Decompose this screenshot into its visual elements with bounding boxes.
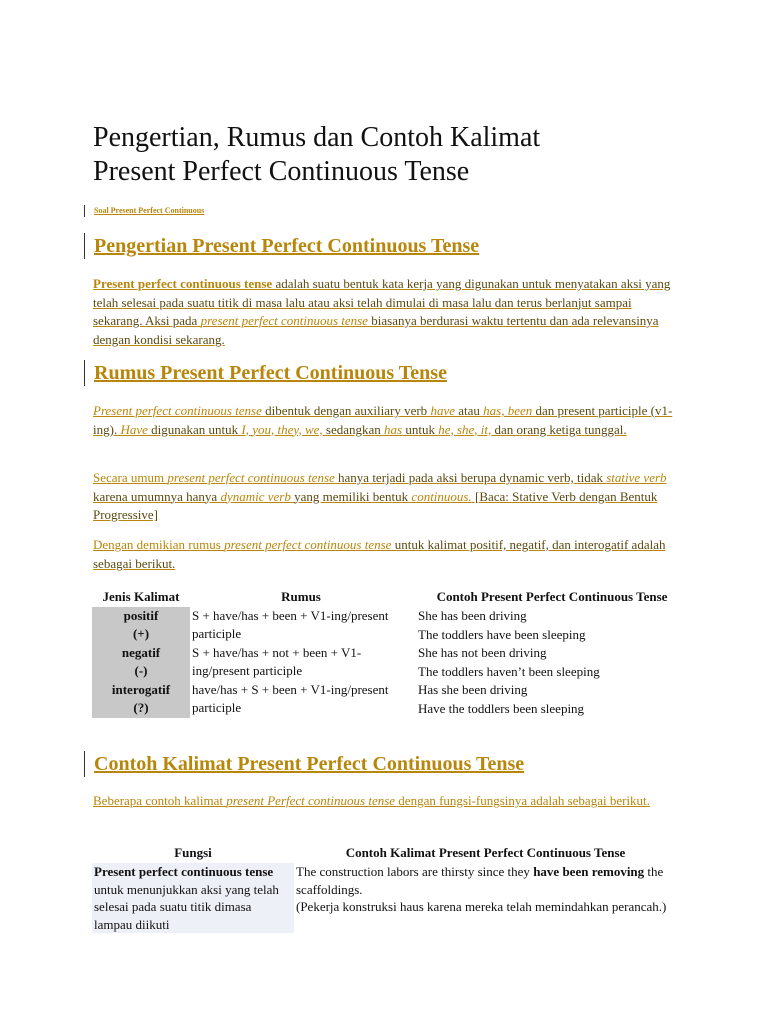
rumus-table — [92, 587, 672, 718]
section-heading-contoh[interactable] — [84, 751, 524, 777]
type-label: positif — [123, 608, 159, 623]
type-sign: (?) — [133, 700, 149, 715]
table-row — [92, 863, 677, 933]
header-fungsi: Fungsi — [174, 845, 212, 860]
example-text: the scaffoldings. — [296, 864, 664, 897]
paragraph-contoh — [93, 792, 683, 811]
contoh-table — [92, 845, 677, 933]
example-cell — [412, 607, 672, 644]
term-italic: Present perfect continuous tense — [93, 403, 262, 418]
type-label: negatif — [121, 645, 161, 660]
text-part: karena umumnya hanya — [93, 488, 221, 504]
text-part: Beberapa contoh kalimat — [93, 793, 227, 808]
heading-rumus: Rumus Present Perfect Continuous Tense — [94, 362, 447, 384]
term-italic: present perfect continuous tense — [200, 313, 368, 328]
function-cell — [92, 863, 294, 933]
term-italic: present perfect continuous tense — [224, 537, 392, 552]
text-part: digunakan untuk — [147, 421, 242, 437]
paragraph-rumus-2 — [93, 469, 683, 525]
header-jenis: Jenis Kalimat — [102, 589, 180, 604]
example-line: The toddlers have been sleeping — [418, 626, 586, 642]
term-italic: continuous. — [411, 488, 472, 504]
example-cell — [294, 863, 677, 933]
paragraph-pengertian — [93, 275, 683, 349]
table-header-row — [92, 587, 672, 607]
paragraph-rumus-1 — [93, 402, 683, 439]
text-part: Dengan demikian rumus — [93, 537, 225, 552]
type-cell — [92, 607, 190, 644]
function-term: Present perfect continuous tense — [94, 864, 274, 879]
term-italic: he, she, it, — [438, 421, 492, 437]
example-line: The toddlers haven’t been sleeping — [418, 663, 600, 679]
term-italic: present perfect continuous tense — [167, 470, 335, 485]
title-line-2: Present Perfect Continuous Tense — [93, 156, 470, 187]
term-bold: Present perfect continuous tense — [93, 276, 273, 291]
page-title — [93, 121, 733, 189]
example-line: She has not been driving — [418, 645, 547, 660]
text-part: dibentuk dengan auxiliary verb — [261, 403, 431, 418]
text-part: biasanya berdurasi waktu tertentu dan ada relevansinya dengan kondisi sekarang. — [93, 313, 659, 347]
title-line-1: Pengertian, Rumus dan Contoh Kalimat — [93, 122, 541, 153]
text-part: hanya terjadi pada aksi berupa dynamic verb, tidak — [334, 470, 607, 485]
table-row — [92, 681, 672, 718]
formula-cell: have/has + S + been + V1-ing/present participle — [192, 682, 389, 715]
text-part: dan orang ketiga tunggal. — [491, 421, 627, 437]
table-row — [92, 607, 672, 644]
section-heading-rumus[interactable] — [84, 360, 447, 386]
heading-contoh: Contoh Kalimat Present Perfect Continuous Tense — [94, 753, 525, 775]
example-translation: (Pekerja konstruksi haus karena mereka telah memindahkan perancah.) — [296, 899, 667, 914]
header-rumus: Rumus — [281, 589, 321, 604]
term-italic: have — [430, 403, 455, 418]
text-part: atau — [454, 403, 484, 418]
heading-pengertian: Pengertian Present Perfect Continuous Tense — [94, 235, 480, 257]
term-italic: present Perfect continuous tense — [226, 793, 396, 808]
example-cell — [412, 644, 672, 681]
header-contoh-kalimat: Contoh Kalimat Present Perfect Continuous Tense — [345, 845, 626, 860]
text-part: untuk kalimat positif, negatif, dan interogatif adalah sebagai berikut. — [93, 537, 666, 571]
example-line: Have the toddlers been sleeping — [418, 700, 585, 716]
text-part: sedangkan — [322, 421, 385, 437]
term-italic: has, been — [483, 403, 533, 418]
function-text: untuk menunjukkan aksi yang telah selesai pada suatu titik dimasa lampau diikuti — [94, 881, 279, 932]
text-part: yang memiliki bentuk — [290, 488, 412, 504]
example-line: She has been driving — [418, 608, 527, 623]
example-text: The construction labors are thirsty since they — [296, 864, 534, 879]
term-italic: stative verb — [606, 470, 667, 485]
type-label: interogatif — [111, 682, 171, 697]
section-heading-pengertian[interactable] — [84, 233, 479, 259]
related-link-label: Soal Present Perfect Continuous — [94, 206, 205, 215]
related-link[interactable] — [84, 205, 204, 217]
table-row — [92, 644, 672, 681]
baca-link[interactable]: [Baca: Stative Verb dengan Bentuk Progressive] — [93, 488, 658, 522]
text-part: dengan fungsi-fungsinya adalah sebagai berikut. — [395, 793, 650, 808]
type-cell — [92, 644, 190, 681]
text-part: dan present participle (v1-ing). — [93, 403, 673, 437]
term-italic: I, you, they, we, — [241, 421, 323, 437]
example-cell — [412, 681, 672, 718]
text-part: adalah suatu bentuk kata kerja yang digunakan untuk menyatakan aksi yang telah selesai pada suatu titik di masa lalu atau aksi telah dimulai di masa lalu dan terus berlanjut sampai sekarang. Aksi pada — [93, 276, 671, 328]
example-line: Has she been driving — [418, 682, 528, 697]
text-part: Secara umum — [93, 470, 168, 485]
type-sign: (-) — [134, 663, 148, 678]
table-header-row — [92, 845, 677, 863]
example-bold: have been removing — [533, 864, 645, 879]
formula-cell: S + have/has + not + been + V1-ing/present participle — [192, 645, 362, 678]
term-italic: dynamic verb — [220, 488, 291, 504]
formula-cell: S + have/has + been + V1-ing/present participle — [192, 608, 389, 641]
type-cell — [92, 681, 190, 718]
term-italic: has — [384, 421, 403, 437]
term-italic: Have — [120, 421, 148, 437]
text-part: untuk — [402, 421, 439, 437]
header-contoh: Contoh Present Perfect Continuous Tense — [436, 589, 668, 604]
paragraph-rumus-3 — [93, 536, 683, 573]
type-sign: (+) — [132, 626, 150, 641]
